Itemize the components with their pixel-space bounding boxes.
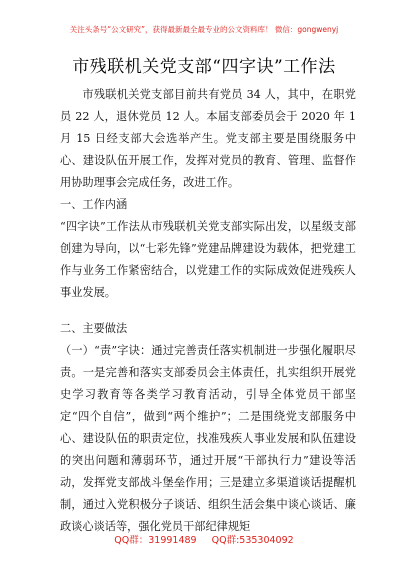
footer-qq-group-2: QQ群:535304092 [211, 535, 294, 546]
intro-paragraph: 市残联机关党支部目前共有党员 34 人，其中，在职党员 22 人，退休党员 12 人。本届支部委员会于 2020 年 1 月 15 日经支部大会选举产生。党支部主要是围绕服务中心、建设队伍开展工作，发挥对党员的教育、管理、监督作用协助理事会完成任务，改进工作。 [60, 88, 356, 189]
top-banner: 关注头条号“公文研究”，获得最新最全最专业的公文资料库！ 微信：gongwenyj [69, 25, 339, 34]
document-title: 市残联机关党支部“四字诀”工作法 [72, 57, 336, 77]
section-heading-work-content: 一、工作内涵 [60, 198, 128, 211]
section-heading-main-practices: 二、主要做法 [60, 322, 128, 335]
section-paragraph-work-content: “四字诀”工作法从市残联机关党支部实际出发，以星级支部创建为导向，以“七彩先锋”党建品牌建设为载体，把党建工作与业务工作紧密结合，以党建工作的实际成效促进残疾人事业发展。 [60, 220, 356, 299]
footer-contact-bar [0, 532, 408, 546]
footer-qq-group-1: QQ群：31991489 [114, 535, 197, 546]
section-paragraph-main-practices: （一）“责”字诀：通过完善责任落实机制进一步强化履职尽责。一是完善和落实支部委员会主体责任，扎实组织开展党史学习教育等各类学习教育活动，引导全体党员干部坚定“四个自信”，做到“两个维护”；二是围绕党支部服务中心、建设队伍的职责定位，找准残疾人事业发展和队伍建设的突出问题和薄弱环节，通过开展“干部执行力”建设等活动，发挥党支部战斗堡垒作用；三是建立多渠道谈话提醒机制，通过入党积极分子谈话、组织生活会集中谈心谈话、廉政谈心谈话等，强化党员干部纪律规矩 [60, 344, 356, 533]
